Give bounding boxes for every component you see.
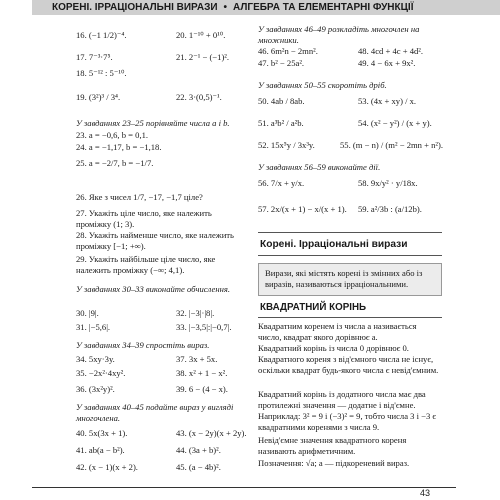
exercise-58: 58. 9x/y² · y/18x. — [358, 178, 418, 188]
exercise-27: 27. Укажіть ціле число, яке належить проміжку (1; 3). — [76, 208, 212, 229]
exercise-21: 21. 2⁻¹ − (−1)². — [176, 52, 230, 62]
definition-box — [258, 263, 442, 296]
paragraph-two-values: Квадратний корінь із додатного числа має два протилежні значення — додатне і від'ємне. Наприклад: 3² = 9 і (−3)² = 9, тобто числа 3 і −3 є квадратними коренями з числа 9. — [258, 389, 437, 432]
exercise-25: 25. a = −2/7, b = −1/7. — [76, 158, 154, 168]
running-header — [32, 0, 500, 15]
exercise-38: 38. x² + 1 − x². — [176, 368, 228, 378]
exercise-40: 40. 5x(3x + 1). — [76, 428, 128, 438]
task-instruction-30-33: У завданнях 30–33 виконайте обчислення. — [76, 284, 230, 294]
exercise-54: 54. (x² − y²) / (x + y). — [358, 118, 432, 128]
exercise-23: 23. a = −0,6, b = 0,1. — [76, 130, 149, 140]
task-instruction-46-49: У завданнях 46–49 розкладіть многочлен на множники. — [258, 24, 420, 45]
exercise-19: 19. (3²)³ / 3⁴. — [76, 92, 121, 102]
subsection-title: КВАДРАТНИЙ КОРІНЬ — [258, 302, 442, 318]
exercise-35: 35. −2x²·4xy². — [76, 368, 126, 378]
paragraph-notation: Позначення: √a; a — підкореневий вираз. — [258, 458, 410, 468]
exercise-16: 16. (−1 1/2)⁻⁴. — [76, 30, 127, 40]
paragraph-arithmetic-root: Невід'ємне значення квадратного кореня називають арифметичним. — [258, 435, 407, 456]
exercise-28: 28. Укажіть найменше число, яке належить проміжку [−1; +∞). — [76, 230, 234, 251]
exercise-33: 33. |−3,5|:|−0,7|. — [176, 322, 232, 332]
exercise-46: 46. 6m²n − 2mn². — [258, 46, 318, 56]
exercise-22: 22. 3·(0,5)⁻¹. — [176, 92, 222, 102]
header-right: АЛГЕБРА ТА ЕЛЕМЕНТАРНІ ФУНКЦІЇ — [233, 2, 414, 13]
exercise-32: 32. |−3|·|8|. — [176, 308, 215, 318]
exercise-55: 55. (m − n) / (m² − 2mn + n²). — [340, 140, 443, 150]
exercise-17: 17. 7⁻³·7⁵. — [76, 52, 113, 62]
exercise-53: 53. (4x + xy) / x. — [358, 96, 417, 106]
exercise-57: 57. 2x/(x + 1) − x/(x + 1). — [258, 204, 347, 214]
exercise-37: 37. 3x + 5x. — [176, 354, 218, 364]
exercise-49: 49. 4 − 6x + 9x². — [358, 58, 416, 68]
exercise-34: 34. 5xy·3y. — [76, 354, 115, 364]
exercise-24: 24. a = −1,17, b = −1,18. — [76, 142, 162, 152]
exercise-52: 52. 15x⁵y / 3x³y. — [258, 140, 315, 150]
page-number: 43 — [419, 488, 430, 498]
section-title: Корені. Ірраціональні вирази — [258, 232, 442, 256]
exercise-43: 43. (x − 2y)(x + 2y). — [176, 428, 247, 438]
exercise-42: 42. (x − 1)(x + 2). — [76, 462, 138, 472]
exercise-41: 41. ab(a − b²). — [76, 445, 125, 455]
header-left: КОРЕНІ. ІРРАЦІОНАЛЬНІ ВИРАЗИ — [52, 2, 218, 13]
header-separator: • — [223, 2, 228, 13]
exercise-36: 36. (3x²y)². — [76, 384, 115, 394]
exercise-39: 39. 6 − (4 − x). — [176, 384, 228, 394]
exercise-51: 51. a³b² / a²b. — [258, 118, 304, 128]
exercise-59: 59. a²/3b : (a/12b). — [358, 204, 422, 214]
task-instruction-34-39: У завданнях 34–39 спростіть вираз. — [76, 340, 210, 350]
exercise-50: 50. 4ab / 8ab. — [258, 96, 305, 106]
exercise-31: 31. |−5,6|. — [76, 322, 111, 332]
exercise-44: 44. (3a + b)². — [176, 445, 221, 455]
exercise-30: 30. |9|. — [76, 308, 99, 318]
exercise-56: 56. 7/x + y/x. — [258, 178, 305, 188]
paragraph-negative-root: Квадратного кореня з від'ємного числа не існує, оскільки квадрат будь-якого числа є невід'ємним. — [258, 354, 439, 375]
exercise-18: 18. 5⁻¹² : 5⁻¹⁰. — [76, 68, 127, 78]
exercise-20: 20. 1⁻¹⁰ + 0¹⁰. — [176, 30, 226, 40]
exercise-47: 47. b² − 25a². — [258, 58, 305, 68]
task-instruction-56-59: У завданнях 56–59 виконайте дії. — [258, 162, 381, 172]
task-instruction-23-25: У завданнях 23–25 порівняйте числа a і b. — [76, 118, 230, 128]
exercise-26: 26. Яке з чисел 1/7, −17, −1,7 ціле? — [76, 192, 203, 202]
exercise-45: 45. (a − 4b)². — [176, 462, 221, 472]
exercise-29: 29. Укажіть найбільше ціле число, яке належить проміжку (−∞; 4,1). — [76, 254, 216, 275]
exercise-48: 48. 4cd + 4c + 4d². — [358, 46, 424, 56]
task-instruction-50-55: У завданнях 50–55 скоротіть дріб. — [258, 80, 387, 90]
paragraph-zero-root: Квадратний корінь із числа 0 дорівнює 0. — [258, 343, 409, 353]
footer-rule — [32, 487, 456, 488]
paragraph-definition: Квадратним коренем із числа a називається число, квадрат якого дорівнює a. — [258, 321, 417, 342]
task-instruction-40-45: У завданнях 40–45 подайте вираз у вигляді многочлена. — [76, 402, 234, 423]
definition-text: Вирази, які містять корені із змінних або із виразів, називаються ірраціональними. — [265, 268, 423, 289]
